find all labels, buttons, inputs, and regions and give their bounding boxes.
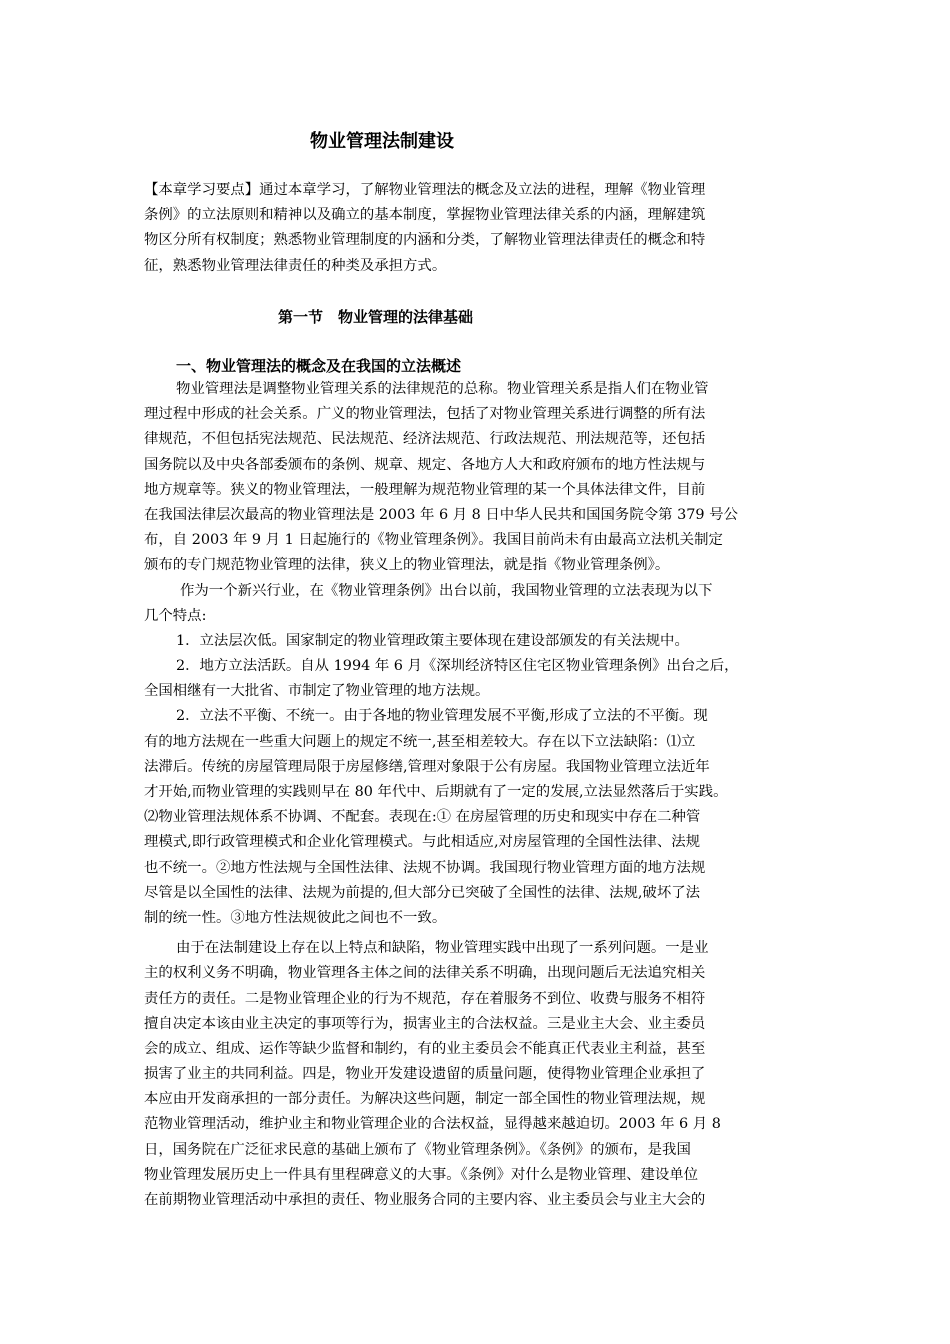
body-line: 地方规章等。狭义的物业管理法，一般理解为规范物业管理的某一个具体法律文件，目前 — [144, 481, 706, 498]
body-line: 2．立法不平衡、不统一。由于各地的物业管理发展不平衡,形成了立法的不平衡。现 — [176, 708, 708, 725]
body-line: 作为一个新兴行业，在《物业管理条例》出台以前，我国物业管理的立法表现为以下 — [180, 582, 713, 599]
body-line: 2．地方立法活跃。自从 1994 年 6 月《深圳经济特区住宅区物业管理条例》出台之后， — [176, 658, 739, 675]
body-line: 国务院以及中央各部委颁布的条例、规章、规定、各地方人大和政府颁布的地方性法规与 — [144, 456, 706, 473]
document-title: 物业管理法制建设 — [310, 131, 454, 152]
body-line: 日，国务院在广泛征求民意的基础上颁布了《物业管理条例》。《条例》的颁布，是我国 — [144, 1141, 691, 1158]
body-line: 损害了业主的共同利益。四是，物业开发建设遗留的质量问题，使得物业管理企业承担了 — [144, 1066, 706, 1083]
body-line: 主的权利义务不明确，物业管理各主体之间的法律关系不明确，出现问题后无法追究相关 — [144, 965, 706, 982]
body-line: 颁布的专门规范物业管理的法律，狭义上的物业管理法，就是指《物业管理条例》。 — [144, 557, 670, 574]
body-line: ⑵物业管理法规体系不协调、不配套。表现在:① 在房屋管理的历史和现实中存在二种管 — [144, 809, 701, 826]
subheading: 一、物业管理法的概念及在我国的立法概述 — [176, 357, 462, 375]
body-line: 尽管是以全国性的法律、法规为前提的,但大部分已突破了全国性的法律、法规,破坏了法 — [144, 884, 700, 901]
body-line: 法滞后。传统的房屋管理局限于房屋修缮,管理对象限于公有房屋。我国物业管理立法近年 — [144, 758, 710, 775]
body-line: 有的地方法规在一些重大问题上的规定不统一,甚至相差较大。存在以下立法缺陷：⑴立 — [144, 733, 696, 750]
body-line: 理过程中形成的社会关系。广义的物业管理法，包括了对物业管理关系进行调整的所有法 — [144, 406, 706, 423]
body-line: 理模式,即行政管理模式和企业化管理模式。与此相适应,对房屋管理的全国性法律、法规 — [144, 834, 700, 851]
body-line: 由于在法制建设上存在以上特点和缺陷，物业管理实践中出现了一系列问题。一是业 — [176, 940, 709, 957]
body-line: 在前期物业管理活动中承担的责任、物业服务合同的主要内容、业主委员会与业主大会的 — [144, 1192, 706, 1208]
body-line: 制的统一性。③地方性法规彼此之间也不一致。 — [144, 909, 447, 926]
body-line: 几个特点: — [144, 607, 207, 624]
body-line: 物业管理法是调整物业管理关系的法律规范的总称。物业管理关系是指人们在物业管 — [176, 381, 709, 397]
body-line: 律规范，不但包括宪法规范、民法规范、经济法规范、行政法规范、刑法规范等，还包括 — [144, 431, 706, 448]
intro-line: 征，熟悉物业管理法律责任的种类及承担方式。 — [144, 257, 447, 274]
body-line: 范物业管理活动，维护业主和物业管理企业的合法权益，显得越来越迫切。2003 年 6 月 8 — [144, 1116, 721, 1133]
intro-line: 【本章学习要点】通过本章学习，了解物业管理法的概念及立法的进程，理解《物业管理 — [144, 182, 706, 198]
body-line: 物业管理发展历史上一件具有里程碑意义的大事。《条例》对什么是物业管理、建设单位 — [144, 1166, 699, 1183]
intro-line: 物区分所有权制度；熟悉物业管理制度的内涵和分类，了解物业管理法律责任的概念和特 — [144, 232, 706, 249]
body-text — [144, 377, 810, 1213]
body-line: 擅自决定本该由业主决定的事项等行为，损害业主的合法权益。三是业主大会、业主委员 — [144, 1015, 706, 1032]
body-line: 责任方的责任。二是物业管理企业的行为不规范，存在着服务不到位、收费与服务不相符 — [144, 990, 706, 1007]
section-title: 第一节 物业管理的法律基础 — [278, 308, 474, 326]
body-line: 会的成立、组成、运作等缺少监督和制约，有的业主委员会不能真正代表业主利益，甚至 — [144, 1040, 706, 1057]
intro-line: 条例》的立法原则和精神以及确立的基本制度，掌握物业管理法律关系的内涵，理解建筑 — [144, 207, 706, 224]
body-line: 本应由开发商承担的一部分责任。为解决这些问题，制定一部全国性的物业管理法规，规 — [144, 1091, 706, 1108]
body-line: 全国相继有一大批省、市制定了物业管理的地方法规。 — [144, 683, 490, 700]
body-line: 也不统一。②地方性法规与全国性法律、法规不协调。我国现行物业管理方面的地方法规 — [144, 859, 706, 876]
body-line: 在我国法律层次最高的物业管理法是 2003 年 6 月 8 日中华人民共和国国务院令第 379 号公 — [144, 506, 738, 523]
body-line: 1．立法层次低。国家制定的物业管理政策主要体现在建设部颁发的有关法规中。 — [176, 632, 689, 649]
body-line: 才开始,而物业管理的实践则早在 80 年代中、后期就有了一定的发展,立法显然落后于实践。 — [144, 784, 728, 800]
body-line: 布，自 2003 年 9 月 1 日起施行的《物业管理条例》。我国目前尚未有由最高立法机关制定 — [144, 532, 723, 549]
intro-paragraph — [144, 178, 810, 279]
